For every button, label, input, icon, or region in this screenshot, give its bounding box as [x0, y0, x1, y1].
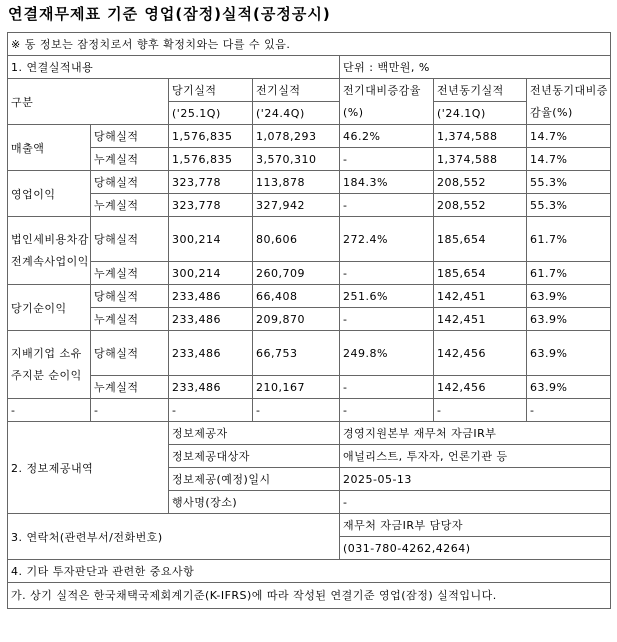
unit-label: 단위 : 백만원, % — [340, 56, 611, 79]
row-period: 당해실적 — [91, 125, 169, 148]
dash-cell: - — [434, 399, 527, 422]
info-value: - — [340, 491, 611, 514]
header-previous: 전기실적 — [253, 79, 340, 102]
cell-qoq: 249.8% — [340, 331, 434, 376]
cell-yoy-base: 142,451 — [434, 285, 527, 308]
cell-previous: 113,878 — [253, 171, 340, 194]
header-category: 구분 — [8, 79, 169, 125]
cell-yoy-base: 142,451 — [434, 308, 527, 331]
dash-cell: - — [253, 399, 340, 422]
cell-previous: 327,942 — [253, 194, 340, 217]
dash-cell: - — [169, 399, 253, 422]
section4-label: 4. 기타 투자판단과 관련한 중요사항 — [8, 560, 611, 583]
table-row — [8, 217, 611, 262]
cell-qoq: - — [340, 308, 434, 331]
cell-previous: 209,870 — [253, 308, 340, 331]
cell-yoy: 63.9% — [527, 331, 611, 376]
table-row — [8, 148, 611, 171]
table-row — [8, 125, 611, 148]
info-row — [8, 422, 611, 445]
cell-qoq: - — [340, 148, 434, 171]
cell-yoy: 63.9% — [527, 308, 611, 331]
row-period: 누계실적 — [91, 194, 169, 217]
row-period: 당해실적 — [91, 285, 169, 308]
info-value: 경영지원본부 재무처 자금IR부 — [340, 422, 611, 445]
info-key: 정보제공자 — [169, 422, 340, 445]
row-category: 당기순이익 — [8, 285, 91, 331]
cell-qoq: 46.2% — [340, 125, 434, 148]
cell-current: 233,486 — [169, 308, 253, 331]
cell-current: 233,486 — [169, 331, 253, 376]
cell-qoq: 272.4% — [340, 217, 434, 262]
cell-current: 233,486 — [169, 285, 253, 308]
earnings-table — [7, 32, 611, 609]
header-previous-period: ('24.4Q) — [253, 102, 340, 125]
contact-row — [8, 514, 611, 537]
cell-previous: 3,570,310 — [253, 148, 340, 171]
info-value: 애널리스트, 투자자, 언론기관 등 — [340, 445, 611, 468]
section4-note: 가. 상기 실적은 한국채택국제회계기준(K-IFRS)에 따라 작성된 연결기준 영업(잠정) 실적입니다. — [8, 583, 611, 609]
cell-current: 300,214 — [169, 262, 253, 285]
info-key: 정보제공대상자 — [169, 445, 340, 468]
cell-current: 233,486 — [169, 376, 253, 399]
header-yoy-base: 전년동기실적 — [434, 79, 527, 102]
row-category: 법인세비용차감전계속사업이익 — [8, 217, 91, 285]
cell-yoy: 14.7% — [527, 148, 611, 171]
cell-yoy-base: 185,654 — [434, 262, 527, 285]
row-category: 영업이익 — [8, 171, 91, 217]
cell-qoq: - — [340, 376, 434, 399]
row-period: 누계실적 — [91, 148, 169, 171]
table-row — [8, 171, 611, 194]
header-current: 당기실적 — [169, 79, 253, 102]
row-period: 당해실적 — [91, 171, 169, 194]
contact-phone: (031-780-4262,4264) — [340, 537, 611, 560]
info-value: 2025-05-13 — [340, 468, 611, 491]
cell-yoy: 55.3% — [527, 171, 611, 194]
dash-cell: - — [8, 399, 91, 422]
cell-previous: 1,078,293 — [253, 125, 340, 148]
cell-previous: 260,709 — [253, 262, 340, 285]
cell-current: 323,778 — [169, 194, 253, 217]
cell-yoy-base: 142,456 — [434, 376, 527, 399]
cell-yoy: 14.7% — [527, 125, 611, 148]
header-yoy-base-period: ('24.1Q) — [434, 102, 527, 125]
notice-row — [8, 33, 611, 56]
cell-qoq: - — [340, 262, 434, 285]
cell-current: 323,778 — [169, 171, 253, 194]
section1-header-row — [8, 56, 611, 79]
cell-yoy: 63.9% — [527, 285, 611, 308]
notice-text: ※ 동 정보는 잠정치로서 향후 확정치와는 다를 수 있음. — [8, 33, 611, 56]
dash-cell: - — [340, 399, 434, 422]
cell-previous: 210,167 — [253, 376, 340, 399]
table-row — [8, 399, 611, 422]
cell-previous: 66,408 — [253, 285, 340, 308]
cell-current: 1,576,835 — [169, 125, 253, 148]
cell-qoq: 251.6% — [340, 285, 434, 308]
section3-label: 3. 연락처(관련부서/전화번호) — [8, 514, 340, 560]
row-period: 당해실적 — [91, 217, 169, 262]
cell-yoy: 63.9% — [527, 376, 611, 399]
cell-qoq: 184.3% — [340, 171, 434, 194]
cell-previous: 66,753 — [253, 331, 340, 376]
cell-yoy-base: 208,552 — [434, 171, 527, 194]
table-row — [8, 376, 611, 399]
row-period: 누계실적 — [91, 262, 169, 285]
section2-label: 2. 정보제공내역 — [8, 422, 169, 514]
table-row — [8, 285, 611, 308]
table-row — [8, 308, 611, 331]
info-key: 행사명(장소) — [169, 491, 340, 514]
cell-yoy-base: 1,374,588 — [434, 125, 527, 148]
cell-yoy: 61.7% — [527, 262, 611, 285]
page-title: 연결재무제표 기준 영업(잠정)실적(공정공시) — [8, 5, 331, 23]
cell-previous: 80,606 — [253, 217, 340, 262]
row-category: 지배기업 소유주지분 순이익 — [8, 331, 91, 399]
row-period: 누계실적 — [91, 376, 169, 399]
cell-yoy-base: 208,552 — [434, 194, 527, 217]
header-current-period: ('25.1Q) — [169, 102, 253, 125]
cell-yoy: 61.7% — [527, 217, 611, 262]
header-yoy: 전년동기대비증감율(%) — [527, 79, 611, 125]
column-header-row-1 — [8, 79, 611, 102]
info-key: 정보제공(예정)일시 — [169, 468, 340, 491]
table-row — [8, 262, 611, 285]
cell-yoy-base: 185,654 — [434, 217, 527, 262]
cell-current: 300,214 — [169, 217, 253, 262]
table-row — [8, 331, 611, 376]
row-period: 누계실적 — [91, 308, 169, 331]
row-category: 매출액 — [8, 125, 91, 171]
cell-yoy: 55.3% — [527, 194, 611, 217]
cell-yoy-base: 1,374,588 — [434, 148, 527, 171]
section4-header-row — [8, 560, 611, 583]
section4-note-row — [8, 583, 611, 609]
row-period: 당해실적 — [91, 331, 169, 376]
contact-department: 재무처 자금IR부 담당자 — [340, 514, 611, 537]
cell-qoq: - — [340, 194, 434, 217]
cell-current: 1,576,835 — [169, 148, 253, 171]
dash-cell: - — [527, 399, 611, 422]
cell-yoy-base: 142,456 — [434, 331, 527, 376]
header-qoq: 전기대비증감율(%) — [340, 79, 434, 125]
section1-label: 1. 연결실적내용 — [8, 56, 340, 79]
dash-cell: - — [91, 399, 169, 422]
table-row — [8, 194, 611, 217]
